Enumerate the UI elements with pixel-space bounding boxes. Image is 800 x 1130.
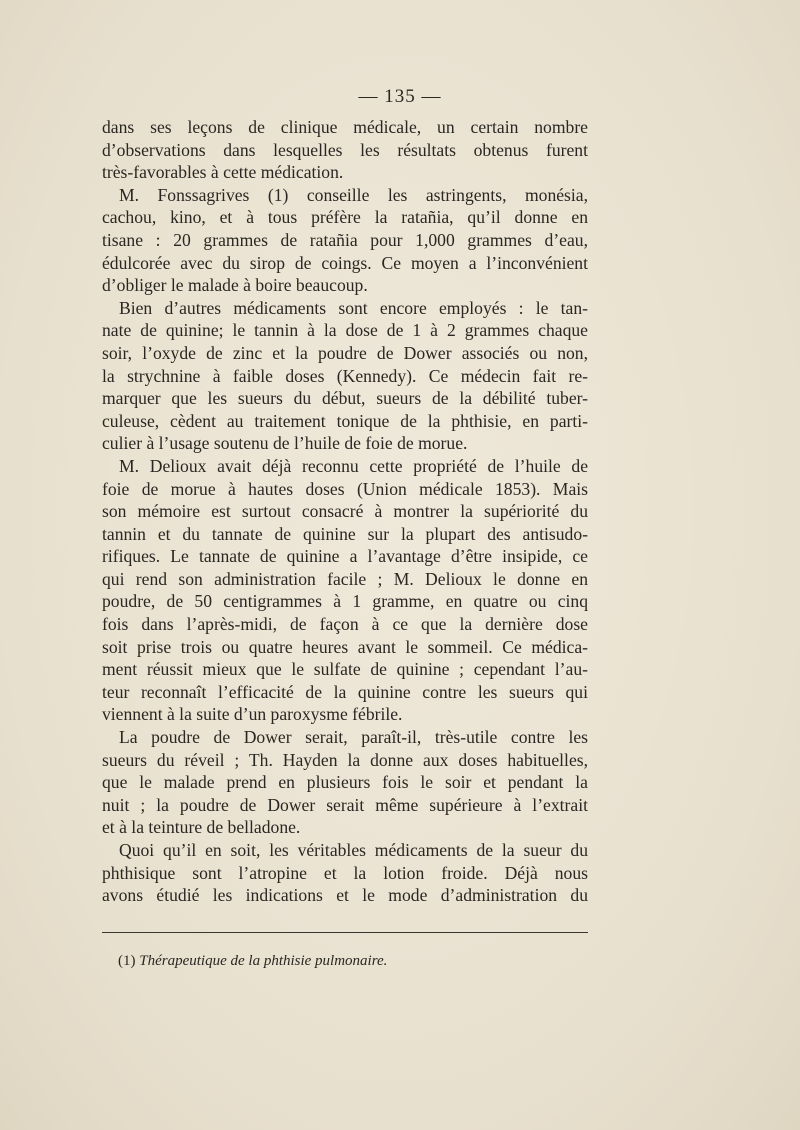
text-line: Quoi qu’il en soit, les véritables médicaments de la sueur du — [119, 840, 588, 860]
text-line: foie de morue à hautes doses (Union médicale 1853). Mais — [102, 478, 588, 499]
text-line: fois dans l’après-midi, de façon à ce que la dernière dose — [102, 614, 588, 635]
text-line: qui rend son administration facile ; M. Delioux le donne en — [102, 568, 588, 589]
text-line: Bien d’autres médicaments sont encore employés : le tan- — [119, 297, 588, 318]
text-line: la strychnine à faible doses (Kennedy). Ce médecin fait re- — [102, 365, 588, 386]
text-line: culier à l’usage soutenu de l’huile de foie de morue. — [102, 433, 468, 454]
text-line: nate de quinine; le tannin à la dose de 1 à 2 grammes chaque — [102, 320, 588, 341]
footnote-text: Thérapeutique de la phthisie pulmonaire. — [139, 953, 388, 969]
footnote-rule — [102, 932, 588, 933]
text-line: sueurs du réveil ; Th. Hayden la donne aux doses habituelles, — [102, 749, 588, 770]
text-line: soit prise trois ou quatre heures avant le sommeil. Ce médica- — [102, 636, 588, 657]
text-line: dans ses leçons de clinique médicale, un certain nombre — [102, 117, 588, 137]
text-line: cachou, kino, et à tous préfère la ratañia, qu’il donne en — [102, 207, 588, 228]
text-line: avons étudié les indications et le mode d’administration du — [102, 885, 588, 906]
text-line: ment réussit mieux que le sulfate de quinine ; cependant l’au- — [102, 659, 588, 680]
body-text — [102, 116, 588, 907]
text-line: M. Fonssagrives (1) conseille les astringents, monésia, — [119, 184, 588, 205]
text-line: viennent à la suite d’un paroxysme fébrile. — [102, 704, 403, 725]
page-number: — 135 — — [358, 86, 442, 107]
text-line: et à la teinture de belladone. — [102, 817, 301, 838]
text-line: rifiques. Le tannate de quinine a l’avantage d’être insipide, ce — [102, 546, 588, 567]
text-line: nuit ; la poudre de Dower serait même supérieure à l’extrait — [102, 794, 588, 815]
text-line: que le malade prend en plusieurs fois le soir et pendant la — [102, 772, 588, 793]
text-line: M. Delioux avait déjà reconnu cette propriété de l’huile de — [119, 455, 588, 476]
text-line: poudre, de 50 centigrammes à 1 gramme, en quatre ou cinq — [102, 591, 588, 612]
text-line: teur reconnaît l’efficacité de la quinine contre les sueurs qui — [102, 681, 588, 702]
text-line: culeuse, cèdent au traitement tonique de la phthisie, en parti- — [102, 410, 588, 431]
footnote — [118, 953, 387, 970]
footnote-marker: (1) — [118, 953, 136, 969]
text-line: marquer que les sueurs du début, sueurs de la débilité tuber- — [102, 388, 588, 409]
text-line: d’observations dans lesquelles les résultats obtenus furent — [102, 139, 588, 160]
text-line: phthisique sont l’atropine et la lotion froide. Déjà nous — [102, 862, 588, 883]
text-line: son mémoire est surtout consacré à montrer la supériorité du — [102, 501, 588, 522]
text-line: tannin et du tannate de quinine sur la plupart des antisudo- — [102, 523, 588, 544]
text-line: très-favorables à cette médication. — [102, 162, 344, 183]
text-line: édulcorée avec du sirop de coings. Ce moyen a l’inconvénient — [102, 252, 588, 273]
text-line: soir, l’oxyde de zinc et la poudre de Dower associés ou non, — [102, 342, 588, 363]
text-line: tisane : 20 grammes de ratañia pour 1,000 grammes d’eau, — [102, 229, 588, 250]
text-line: La poudre de Dower serait, paraît-il, très-utile contre les — [119, 727, 588, 748]
text-line: d’obliger le malade à boire beaucoup. — [102, 275, 368, 296]
